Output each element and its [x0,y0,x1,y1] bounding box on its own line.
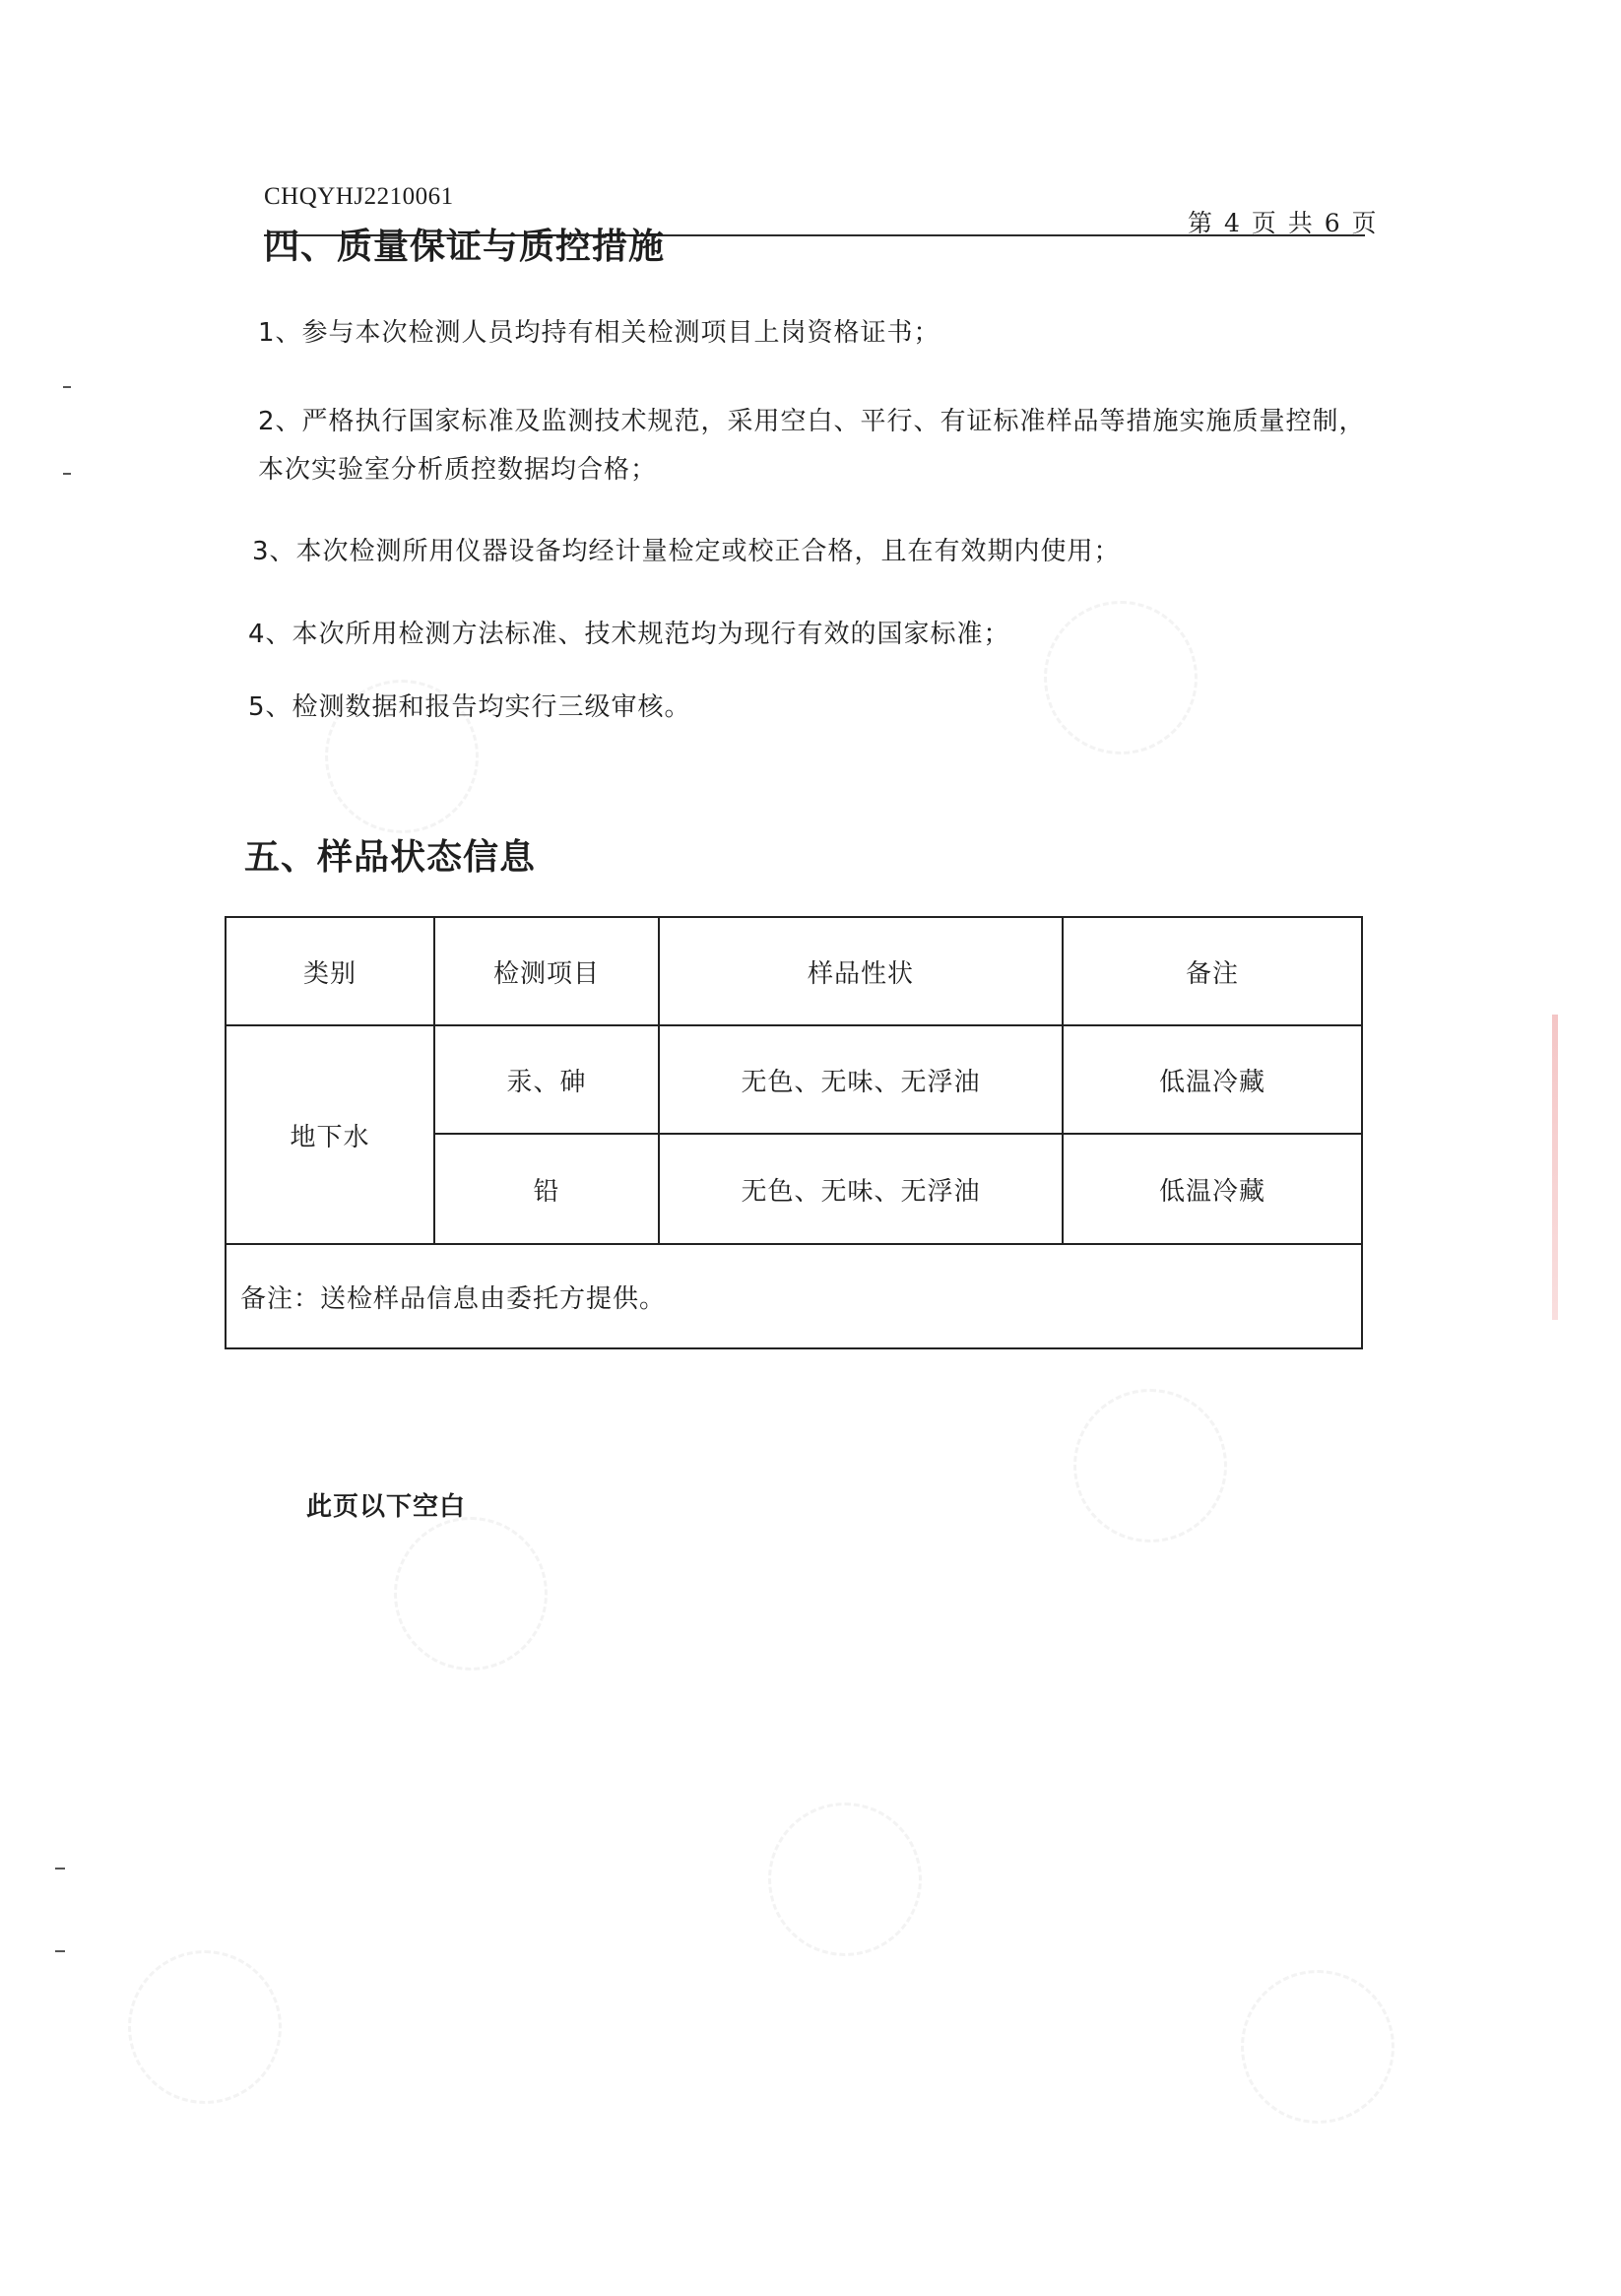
section-5-title: 五、样品状态信息 [244,837,537,878]
header-category: 类别 [226,917,434,1025]
watermark-seal [1073,1389,1227,1542]
scan-mark [55,1868,65,1870]
blank-page-note: 此页以下空白 [306,1492,467,1522]
test-item-cell: 铅 [434,1134,659,1244]
qa-item: 3、本次检测所用仪器设备均经计量检定或校正合格，且在有效期内使用； [252,537,1121,566]
sample-state-cell: 无色、无味、无浮油 [659,1134,1063,1244]
remark-cell: 低温冷藏 [1063,1025,1362,1134]
test-item-cell: 汞、砷 [434,1025,659,1134]
qa-item: 5、检测数据和报告均实行三级审核。 [248,692,691,722]
section-4-title: 四、质量保证与质控措施 [264,227,666,267]
watermark-seal [768,1803,922,1956]
header-sample-state: 样品性状 [659,917,1063,1025]
scan-mark [55,1950,65,1952]
scan-edge-mark [1552,1015,1558,1320]
report-code: CHQYHJ2210061 [264,183,454,210]
sample-status-table [225,916,1363,1349]
table-note-row [226,1244,1362,1348]
qa-item: 4、本次所用检测方法标准、技术规范均为现行有效的国家标准； [248,620,1010,649]
watermark-seal [1241,1970,1394,2124]
watermark-seal [128,1950,282,2104]
remark-cell: 低温冷藏 [1063,1134,1362,1244]
qa-item: 2、严格执行国家标准及监测技术规范，采用空白、平行、有证标准样品等措施实施质量控制，本次实验室分析质控数据均合格； [258,407,1366,485]
page-indicator: 第 4 页 共 6 页 [1188,209,1379,237]
header-test-item: 检测项目 [434,917,659,1025]
header-remark: 备注 [1063,917,1362,1025]
scan-mark [63,386,71,388]
watermark-seal [394,1517,548,1671]
table-row [226,1025,1362,1134]
table-header-row [226,917,1362,1025]
category-cell: 地下水 [226,1025,434,1244]
scan-mark [63,473,71,475]
sample-state-cell: 无色、无味、无浮油 [659,1025,1063,1134]
table-note: 备注：送检样品信息由委托方提供。 [226,1244,1362,1348]
qa-item: 1、参与本次检测人员均持有相关检测项目上岗资格证书； [258,318,940,348]
